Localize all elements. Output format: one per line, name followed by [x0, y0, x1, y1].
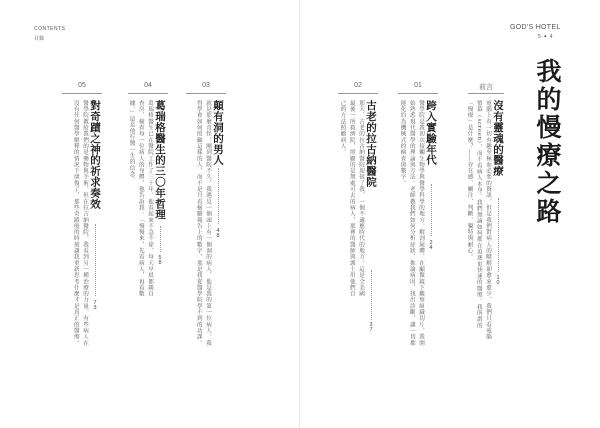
- chapter-title-04: 葛瑞格醫生的三〇年哲理: [154, 100, 166, 220]
- running-head-left-zh: 目錄: [34, 36, 45, 42]
- chapter-page-number-03: 48: [215, 228, 221, 238]
- chapter-rule-02: [338, 93, 378, 94]
- chapter-number-04: 04: [144, 82, 152, 89]
- chapter-leader-dots-04: [160, 226, 162, 252]
- chapter-page-number-05: 73: [92, 300, 98, 310]
- running-head-right-en: GOD'S HOTEL: [510, 24, 561, 31]
- chapter-title-02: 古老的拉古納醫院: [365, 100, 377, 188]
- preface-title: 沒有靈魂的醫療: [492, 100, 504, 177]
- preface-label: 前言: [479, 84, 493, 91]
- chapter-summary-04: 葛瑞格醫生已在醫院工作了三十年。他看起來不急不徐，每天早晨都親自查房、檢查每一位病人的身體，他告訴我：「慢慢來，先看病人，再看數據。」這是他行醫一生的信念。: [128, 100, 153, 297]
- chapter-number-05: 05: [78, 82, 86, 89]
- chapter-summary-01: 醫學院是我初次接觸生物學與醫學科學的地方。解剖屍體、在顯微鏡下觀察組織切片，我開始熟悉現代醫學的理論與方法。老師教我們如何分析症狀、推論病因、找出診斷，讓一切都能化約為機械式的檢查與數字。: [399, 100, 424, 346]
- preface-summary: 電腦上有一切有趣至極而必要的資訊，但是我們對病人的瞭解卻愈來愈少，我們只看電腦螢幕（screen），而不看病人本身。我們無論如何都在追逐更快速的醫療。我所謂的「慢療」是什麼？——存在感、關注、判斷、獨特與耐心。: [466, 100, 491, 340]
- chapter-number-01: 01: [414, 82, 422, 89]
- chapter-number-02: 02: [354, 82, 362, 89]
- chapter-title-05: 對奇蹟之神的祈求奏效: [89, 100, 101, 209]
- preface-page-number: 10: [495, 275, 501, 285]
- running-head-page-numbers: 5 ✦ 4: [538, 34, 554, 40]
- book-title: 我的慢療之路: [533, 58, 562, 226]
- chapter-rule-04: [128, 93, 168, 94]
- preface-leader-dots: [498, 198, 500, 272]
- chapter-summary-03: 就是那麼奇怪，剛到醫院不久，我遇見一個頭上有一個洞的病人，他是我的第一位病人。我得學會如何照顧這樣的人，而不是只看檢驗報告上的數字，那是我從醫學院學不到的功課。: [195, 100, 211, 346]
- chapter-title-03: 顛有洞的男人: [212, 100, 224, 166]
- chapter-leader-dots-05: [95, 224, 97, 296]
- chapter-page-number-04: 58: [157, 255, 163, 265]
- chapter-leader-dots-03: [218, 168, 220, 224]
- running-head-left-en: CONTENTS: [34, 26, 66, 32]
- preface-rule: [468, 93, 504, 94]
- chapter-summary-02: 那天，古老的拉古納醫院迎接了我，一個不適應時代的地方。這是全美國最後一所救濟院，照顧的是無處可去的病人，那裡的醫師與護士用他們自己的方法照顧病人。: [339, 100, 364, 297]
- chapter-title-01: 跨入實驗年代: [425, 100, 437, 166]
- chapter-leader-dots-02: [371, 270, 373, 320]
- page-gutter: [299, 0, 300, 428]
- chapter-rule-05: [62, 93, 102, 94]
- chapter-leader-dots-01: [431, 184, 433, 236]
- chapter-number-03: 03: [202, 82, 210, 89]
- chapter-rule-03: [186, 93, 226, 94]
- chapter-rule-01: [398, 93, 438, 94]
- chapter-page-number-02: 37: [368, 322, 374, 332]
- chapter-summary-05: 醫學院教給我們的是藥物與手術，但在拉古納醫院，我看到另一種治療的力量。有些病人在沒有任何醫學解釋的情況下康復了，那些奇蹟般的時刻讓我重新思考什麼才是真正的醫療。: [72, 100, 88, 346]
- chapter-page-number-01: 24: [428, 240, 434, 250]
